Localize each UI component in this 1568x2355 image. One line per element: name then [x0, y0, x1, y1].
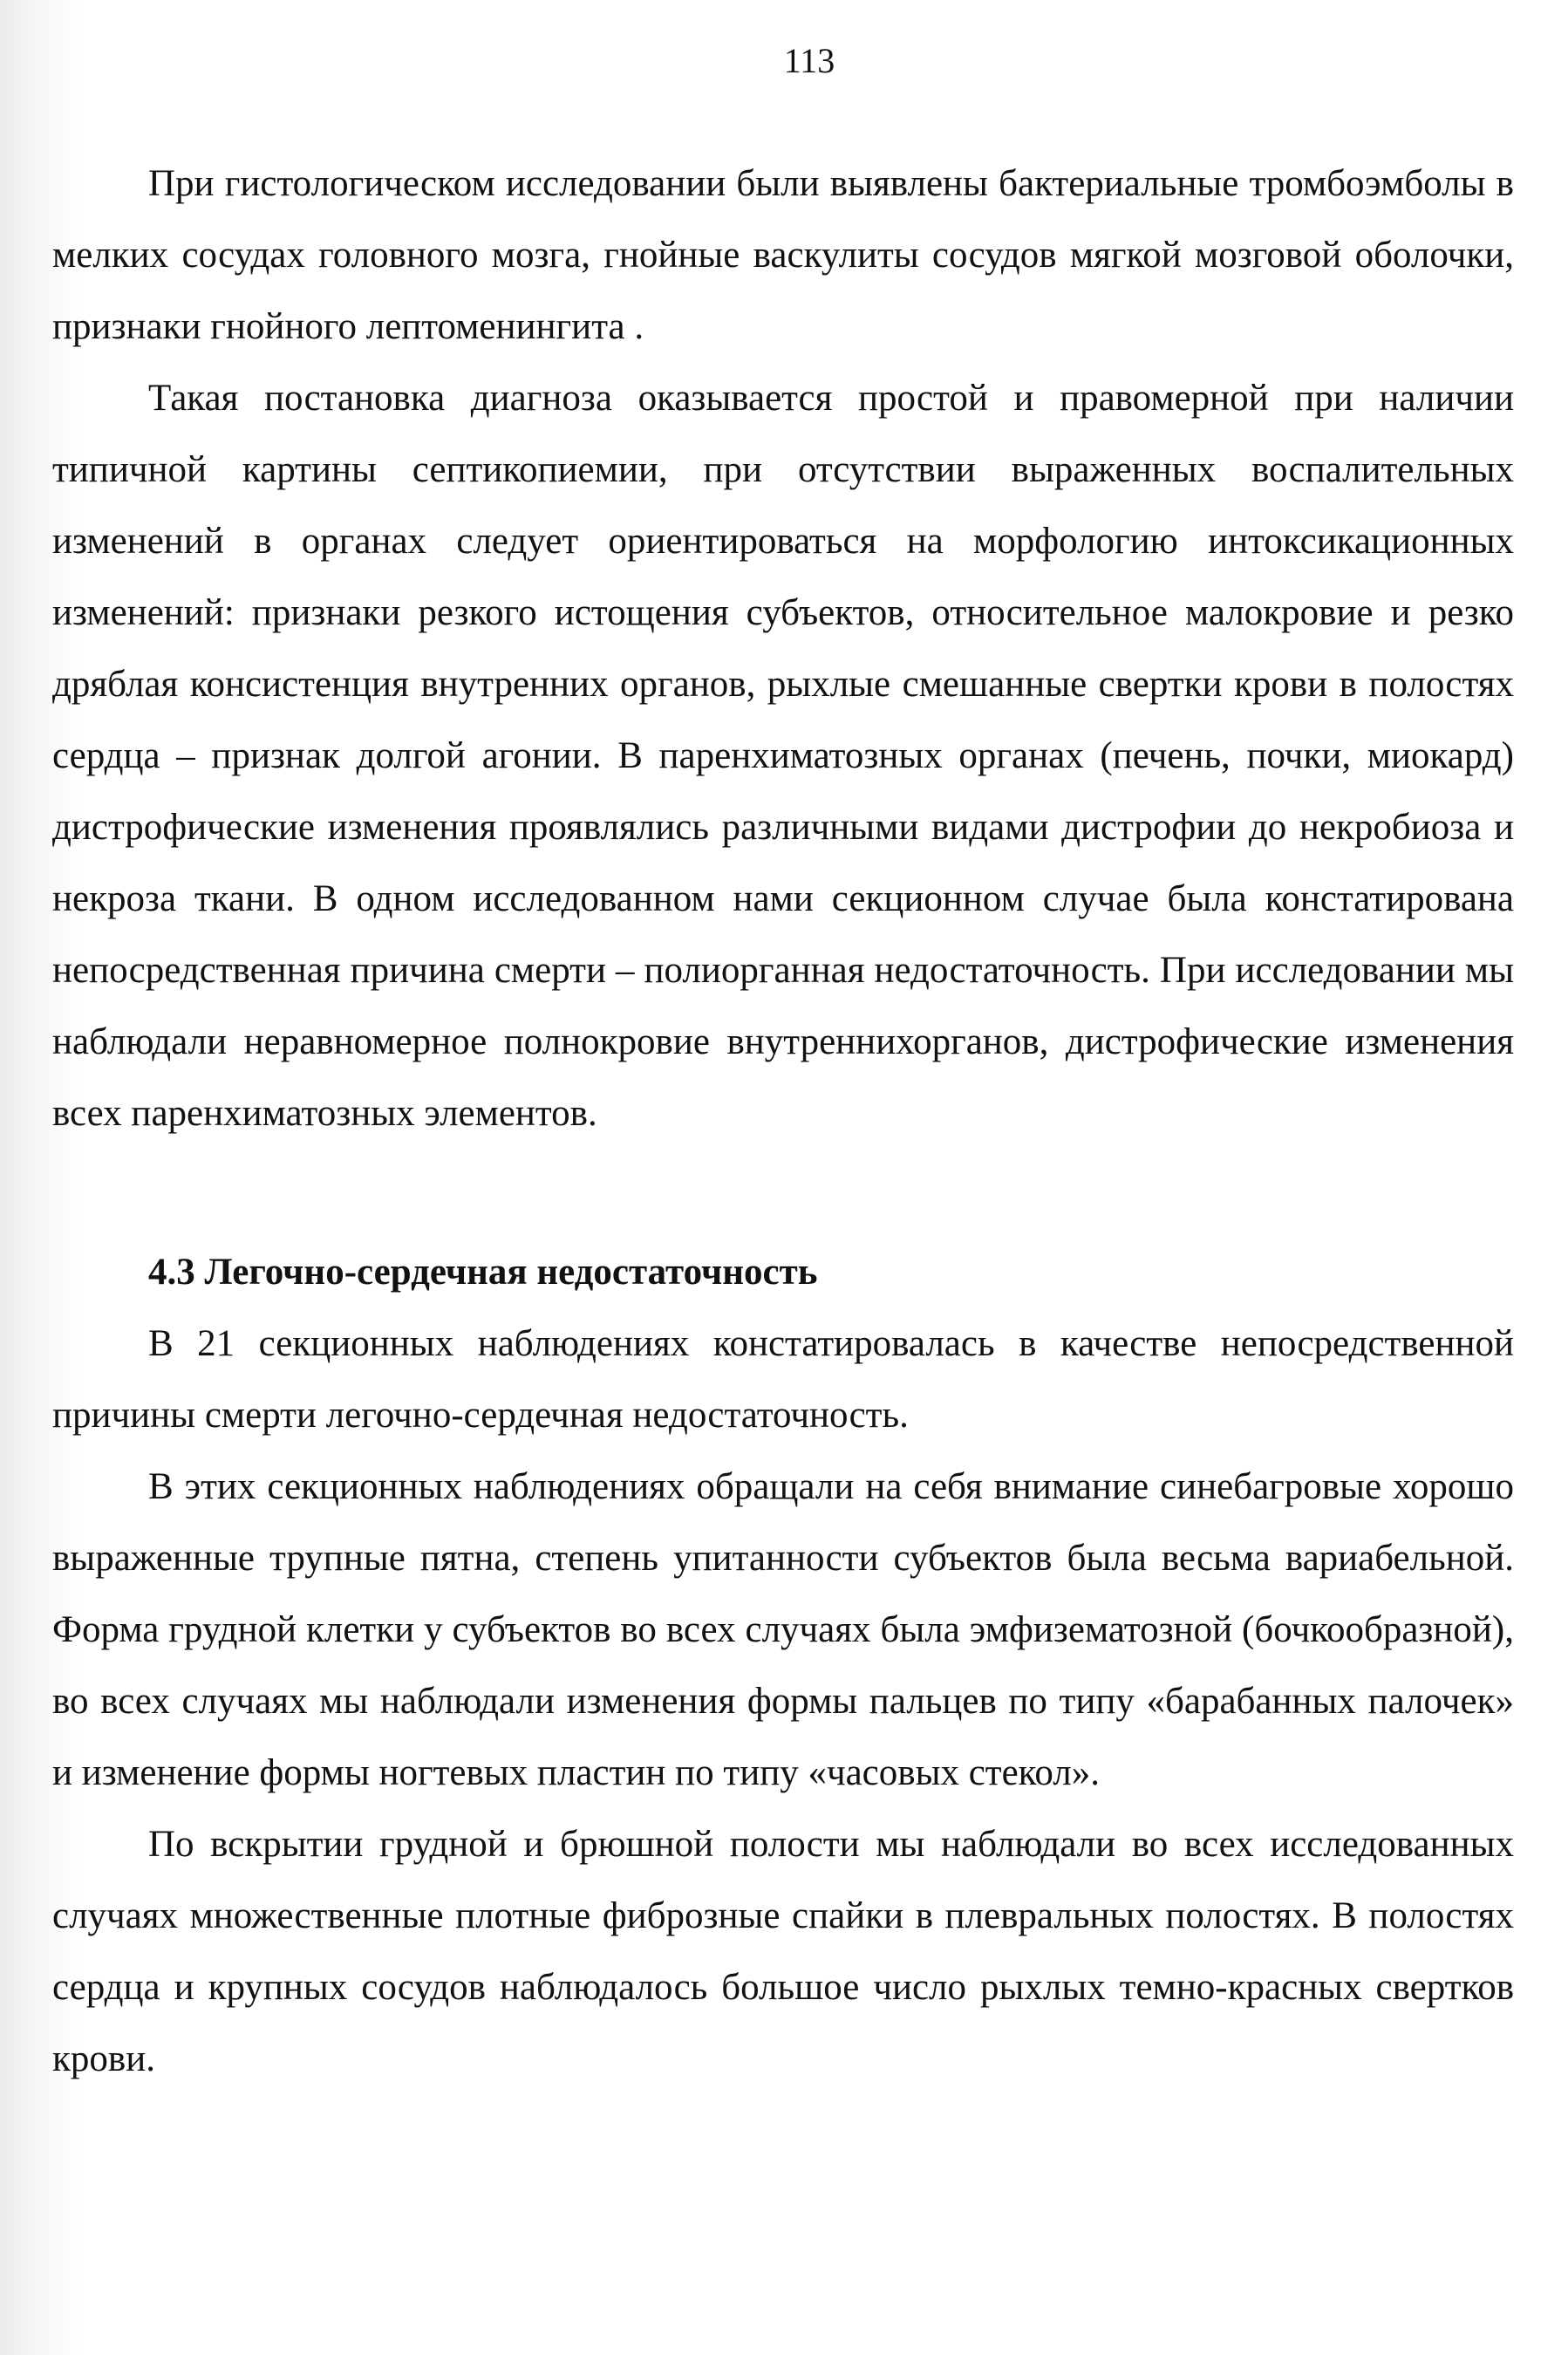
page-number: 113 [783, 41, 835, 80]
paragraph-observations-count: В 21 секционных наблюдениях констатировалась в качестве непосредственной причины смерти легочно-сердечная недостаточность. [52, 1323, 1514, 1436]
paragraph-diagnosis: Такая постановка диагноза оказывается простой и правомерной при наличии типичной картины септикопиемии, при отсутствии выраженных воспалительных изменений в органах следует ориентироваться на морфологию интоксикационных изменений: признаки резкого истощения субъектов, относительное малокровие и резко дряблая консистенция внутренних органов, рыхлые смешанные свертки крови в полостях сердца – признак долгой агонии. В паренхиматозных органах (печень, почки, миокард) дистрофические изменения проявлялись различными видами дистрофии до некробиоза и некроза ткани. В одном исследованном нами секционном случае была констатирована непосредственная причина смерти – полиорганная недостаточность. При исследовании мы наблюдали неравномерное полнокровие внутреннихорганов, дистрофические изменения всех паренхиматозных элементов. [52, 378, 1514, 1134]
paragraph-autopsy-findings: По вскрытии грудной и брюшной полости мы наблюдали во всех исследованных случаях множественные плотные фиброзные спайки в плевральных полостях. В полостях сердца и крупных сосудов наблюдалось большое число рыхлых темно-красных свертков крови. [52, 1824, 1514, 2079]
section-gap [52, 1150, 1514, 1237]
document-page [52, 35, 1514, 2095]
paragraph-histology: При гистологическом исследовании были выявлены бактериальные тромбоэмболы в мелких сосудах головного мозга, гнойные васкулиты сосудов мягкой мозговой оболочки, признаки гнойного лептоменингита . [52, 163, 1514, 347]
section-heading: 4.3 Легочно-сердечная недостаточность [148, 1252, 818, 1293]
paragraph-external-signs: В этих секционных наблюдениях обращали на себя внимание синебагровые хорошо выраженные трупные пятна, степень упитанности субъектов была весьма вариабельной. Форма грудной клетки у субъектов во всех случаях была эмфизематозной (бочкообразной), во всех случаях мы наблюдали изменения формы пальцев по типу «барабанных палочек» и изменение формы ногтевых пластин по типу «часовых стекол». [52, 1466, 1514, 1793]
